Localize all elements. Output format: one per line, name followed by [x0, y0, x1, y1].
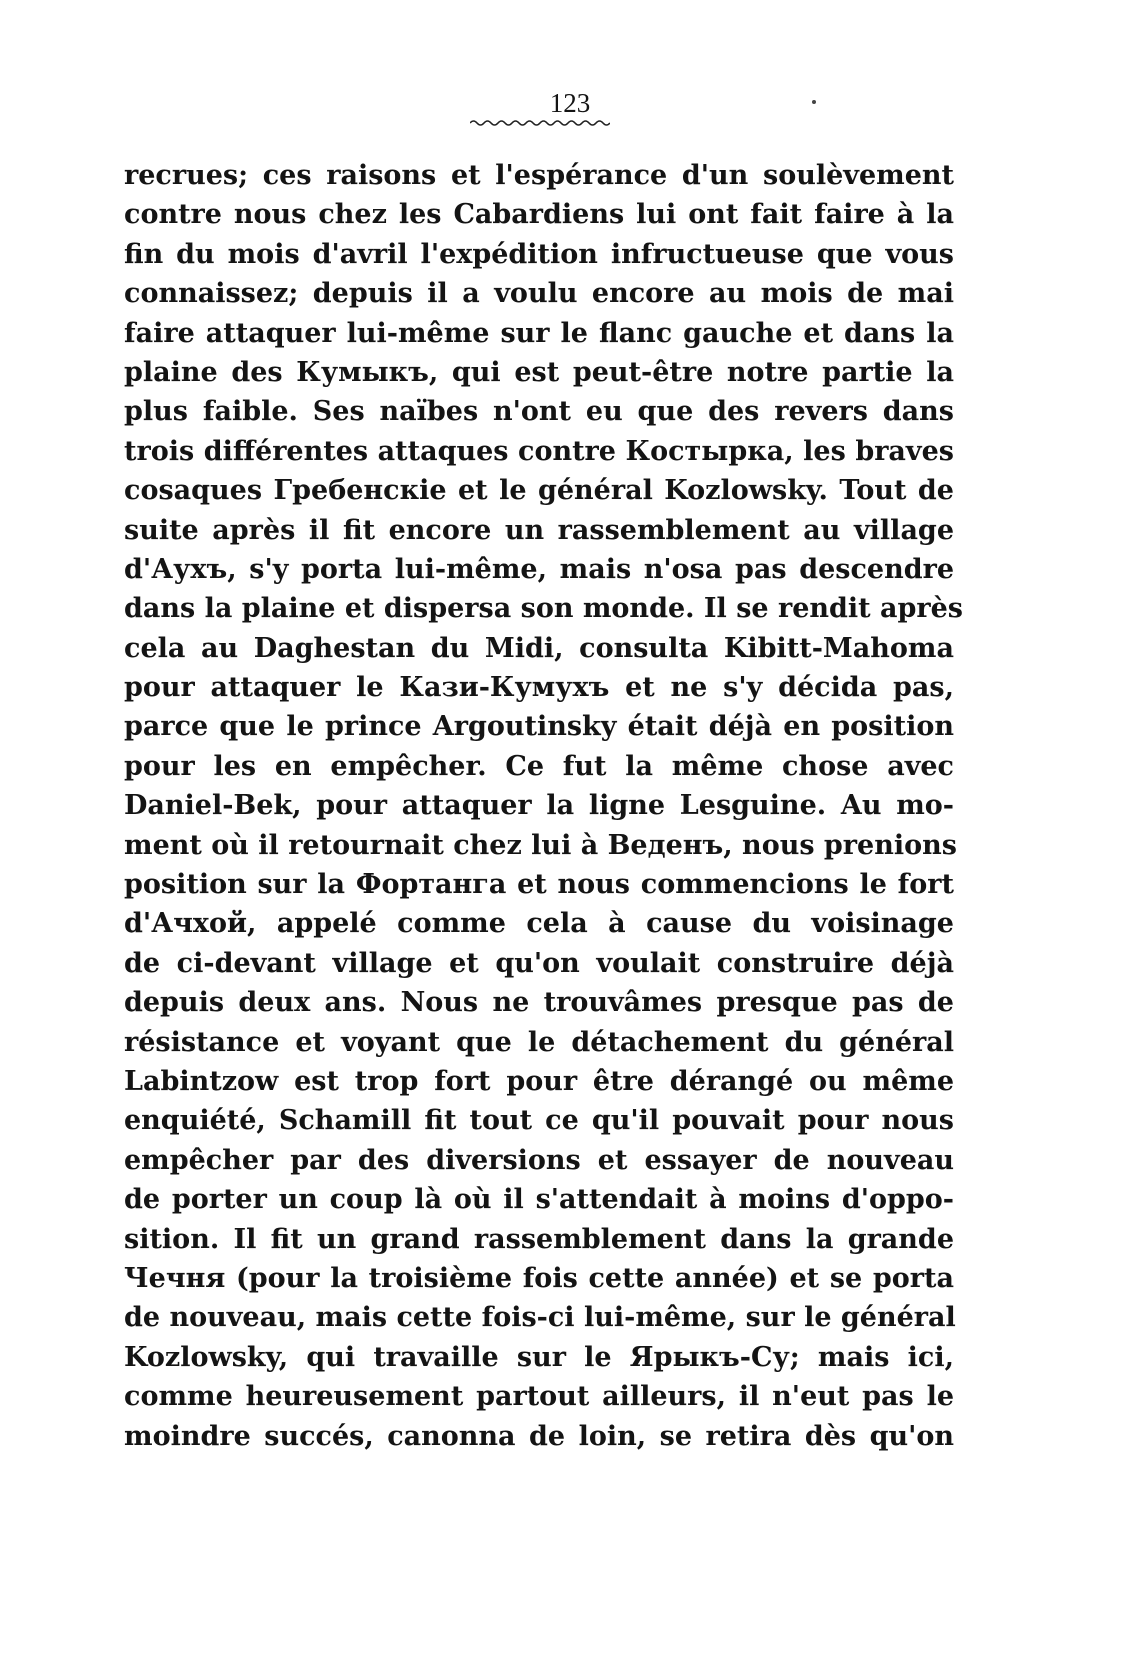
- text-line: contre nous chez les Cabardiens lui ont fait faire à la: [124, 199, 954, 231]
- text-line: plaine des Кумыкъ, qui est peut-être notre partie la: [124, 356, 954, 388]
- text-line: dans la plaine et dispersa son monde. Il se rendit après: [124, 593, 964, 625]
- text-line: faire attaquer lui-même sur le flanc gauche et dans la: [124, 317, 954, 349]
- text-line: recrues; ces raisons et l'espérance d'un soulèvement: [124, 160, 954, 191]
- text-line: fin du mois d'avril l'expédition infructueuse que vous: [124, 238, 954, 270]
- text-line: suite après il fit encore un rassemblement au village: [124, 514, 954, 546]
- text-line: résistance et voyant que le détachement du général: [124, 1026, 954, 1058]
- text-line: parce que le prince Argoutinsky était déjà en position: [124, 711, 954, 743]
- body-text: [124, 156, 964, 1456]
- text-line: Kozlowsky, qui travaille sur le Ярыкъ-Су; mais ici,: [124, 1341, 954, 1373]
- text-line: connaissez; depuis il a voulu encore au mois de mai: [124, 278, 954, 310]
- text-line: Labintzow est trop fort pour être dérangé ou même: [124, 1065, 954, 1097]
- text-line: sition. Il fit un grand rassemblement dans la grande: [124, 1223, 954, 1255]
- wavy-rule-graphic: [470, 118, 610, 128]
- text-line: de porter un coup là où il s'attendait à moins d'oppo-: [124, 1184, 954, 1216]
- page-number-wavy-rule: [470, 118, 610, 128]
- text-line: de nouveau, mais cette fois-ci lui-même, sur le général: [124, 1302, 956, 1334]
- text-line: d'Ачхой, appelé comme cela à cause du voisinage: [124, 908, 954, 940]
- page-number: 123: [549, 88, 591, 118]
- text-line: cela au Daghestan du Midi, consulta Kibitt-Mahoma: [124, 632, 954, 664]
- text-line: cosaques Гребенскіе et le général Kozlowsky. Tout de: [124, 475, 954, 507]
- text-line: Чечня (pour la troisième fois cette année) et se porta: [124, 1262, 954, 1294]
- text-line: position sur la Фортанга et nous commencions le fort: [124, 869, 954, 901]
- text-line: depuis deux ans. Nous ne trouvâmes presque pas de: [124, 987, 954, 1019]
- stray-ink-dot: [812, 100, 816, 104]
- text-line: d'Аухъ, s'y porta lui-même, mais n'osa pas descendre: [124, 553, 954, 585]
- text-line: de ci-devant village et qu'on voulait construire déjà: [124, 947, 954, 979]
- text-line: trois différentes attaques contre Костырка, les braves: [124, 435, 954, 467]
- text-line: pour attaquer le Кази-Кумухъ et ne s'y décida pas,: [124, 672, 954, 704]
- text-line: enquiété, Schamill fit tout ce qu'il pouvait pour nous: [124, 1105, 954, 1137]
- text-line: plus faible. Ses naïbes n'ont eu que des revers dans: [124, 396, 954, 428]
- text-line: moindre succés, canonna de loin, se retira dès qu'on: [124, 1420, 954, 1452]
- text-line: ment où il retournait chez lui à Веденъ, nous prenions: [124, 829, 957, 861]
- text-line: comme heureusement partout ailleurs, il n'eut pas le: [124, 1381, 954, 1413]
- text-line: empêcher par des diversions et essayer de nouveau: [124, 1144, 954, 1176]
- text-line: pour les en empêcher. Ce fut la même chose avec: [124, 750, 954, 782]
- text-line: Daniel-Bek, pour attaquer la ligne Lesguine. Au mo-: [124, 790, 954, 822]
